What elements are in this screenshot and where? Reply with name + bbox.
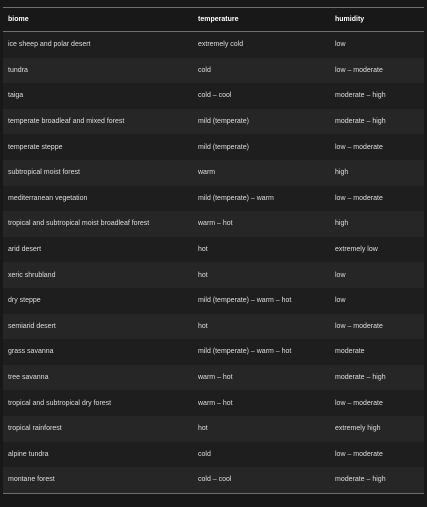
cell-humidity: extremely low — [330, 237, 424, 263]
cell-biome: tundra — [3, 58, 193, 84]
cell-biome: dry steppe — [3, 288, 193, 314]
biome-table — [3, 8, 424, 493]
table-row — [3, 390, 424, 416]
cell-temperature: hot — [193, 237, 330, 263]
table-row — [3, 109, 424, 135]
table-container — [3, 7, 424, 507]
cell-biome: mediterranean vegetation — [3, 186, 193, 212]
cell-temperature: mild (temperate) – warm – hot — [193, 339, 330, 365]
cell-biome: xeric shrubland — [3, 262, 193, 288]
cell-humidity: low – moderate — [330, 134, 424, 160]
cell-temperature: extremely cold — [193, 32, 330, 58]
cell-temperature: warm — [193, 160, 330, 186]
table-row — [3, 416, 424, 442]
table-row — [3, 186, 424, 212]
cell-humidity: low — [330, 32, 424, 58]
cell-biome: arid desert — [3, 237, 193, 263]
table-row — [3, 237, 424, 263]
cell-humidity: moderate – high — [330, 365, 424, 391]
cell-temperature: warm – hot — [193, 211, 330, 237]
table-row — [3, 365, 424, 391]
table-row — [3, 262, 424, 288]
cell-temperature: mild (temperate) — [193, 109, 330, 135]
column-header-temperature: temperature — [193, 8, 330, 32]
cell-humidity: low – moderate — [330, 314, 424, 340]
cell-biome: subtropical moist forest — [3, 160, 193, 186]
cell-temperature: cold — [193, 58, 330, 84]
cell-biome: tropical and subtropical dry forest — [3, 390, 193, 416]
cell-humidity: extremely high — [330, 416, 424, 442]
cell-biome: ice sheep and polar desert — [3, 32, 193, 58]
table-row — [3, 134, 424, 160]
cell-humidity: low — [330, 288, 424, 314]
cell-humidity: high — [330, 160, 424, 186]
cell-temperature: hot — [193, 262, 330, 288]
cell-biome: semiarid desert — [3, 314, 193, 340]
table-row — [3, 32, 424, 58]
table-row — [3, 83, 424, 109]
cell-temperature: mild (temperate) – warm — [193, 186, 330, 212]
column-header-humidity: humidity — [330, 8, 424, 32]
table-row — [3, 467, 424, 493]
cell-humidity: low – moderate — [330, 58, 424, 84]
table-row — [3, 211, 424, 237]
cell-humidity: low – moderate — [330, 442, 424, 468]
cell-humidity: moderate – high — [330, 83, 424, 109]
cell-biome: montane forest — [3, 467, 193, 493]
table-row — [3, 288, 424, 314]
cell-humidity: moderate — [330, 339, 424, 365]
cell-humidity: moderate – high — [330, 109, 424, 135]
cell-temperature: hot — [193, 314, 330, 340]
cell-humidity: low — [330, 262, 424, 288]
table-header — [3, 8, 424, 32]
cell-temperature: warm – hot — [193, 390, 330, 416]
table-row — [3, 442, 424, 468]
cell-temperature: mild (temperate) – warm – hot — [193, 288, 330, 314]
cell-temperature: cold – cool — [193, 83, 330, 109]
cell-biome: alpine tundra — [3, 442, 193, 468]
bottom-rule — [3, 493, 424, 494]
cell-temperature: warm – hot — [193, 365, 330, 391]
cell-biome: temperate broadleaf and mixed forest — [3, 109, 193, 135]
table-row — [3, 339, 424, 365]
cell-humidity: low – moderate — [330, 186, 424, 212]
cell-temperature: mild (temperate) — [193, 134, 330, 160]
cell-biome: tropical rainforest — [3, 416, 193, 442]
cell-biome: grass savanna — [3, 339, 193, 365]
cell-biome: tropical and subtropical moist broadleaf forest — [3, 211, 193, 237]
column-header-biome: biome — [3, 8, 193, 32]
table-body — [3, 32, 424, 493]
cell-temperature: cold – cool — [193, 467, 330, 493]
cell-biome: tree savanna — [3, 365, 193, 391]
header-row — [3, 8, 424, 32]
cell-humidity: high — [330, 211, 424, 237]
table-row — [3, 160, 424, 186]
cell-humidity: moderate – high — [330, 467, 424, 493]
cell-humidity: low – moderate — [330, 390, 424, 416]
cell-biome: taiga — [3, 83, 193, 109]
cell-temperature: hot — [193, 416, 330, 442]
table-row — [3, 314, 424, 340]
cell-temperature: cold — [193, 442, 330, 468]
table-row — [3, 58, 424, 84]
cell-biome: temperate steppe — [3, 134, 193, 160]
